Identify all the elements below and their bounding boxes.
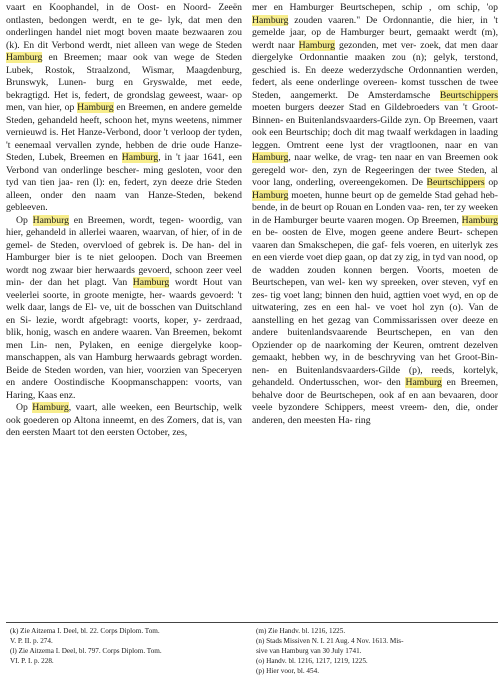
text-run: en Breemen, en andere gemelde Steden, gehandeld heeft, schoon het, myns weetens, nimmer vernieuwd is. Het Hanze-Verbond, door 't verloop der tyden, 't eenemaal vervallen zynde, hebben de drie oude Hanze-Steden, Lubek, Breemen en [6, 102, 242, 163]
footnote-divider [6, 622, 498, 623]
text-run: op [484, 177, 499, 188]
footnote-line: (n) Stads Missiven N. I. 21 Aug. 4 Nov. 1613. Mis- [256, 637, 404, 645]
paragraph [6, 402, 242, 440]
highlighted-term: Hamburg [252, 152, 289, 163]
paragraph [6, 2, 242, 215]
footnote-line: (m) Zie Handv. bl. 1216, 1225. [256, 627, 346, 635]
text-run: en Breemen, behalve door de Beurtschepen, ook af en aan bevaaren, door veele byzondere Schippers, meest vreem- den, die, onder anderen, den meesten Ha- ring [252, 377, 498, 426]
highlighted-term: Hamburg [252, 189, 289, 201]
highlighted-term: Hamburg [461, 214, 498, 226]
text-run: Op [16, 214, 33, 226]
highlighted-term: Hamburg [252, 14, 289, 26]
highlighted-term: Hamburg [405, 377, 442, 388]
footnote-line: sive van Hamburg van 30 July 1741. [256, 647, 362, 655]
text-run: , vaart, alle weeken, een Beurtschip, welk ook goederen op Altona inneemt, en des Zomers, dat is, van den eersten Maart tot den eersten October, zes, [6, 402, 243, 438]
footnotes-left [10, 626, 242, 666]
footnote-line: VI. P. I. p. 228. [10, 657, 54, 665]
footnote-line: (o) Handv. bl. 1216, 1217, 1219, 1225. [256, 657, 368, 665]
highlighted-term: Hamburg [32, 402, 69, 413]
footnote-line: (l) Zie Aitzema I. Deel, bl. 797. Corps Diplom. Tom. [10, 647, 162, 655]
text-run: en Breemen; maar ook van wege de Steden Lubek, Rostok, Straalzond, Wismar, Maagdenburg, Brunswyk, Lunen- burg en Gryswalde, met eede, bekragtigd. Het is, federt, de grondslag geweest, waar- op men, van hier, op [6, 52, 242, 113]
left-text-column [6, 2, 242, 440]
highlighted-term: Hamburg [77, 102, 114, 113]
footnote-line: V. P. II. p. 274. [10, 637, 53, 645]
footnotes-right [256, 626, 498, 676]
text-run: wordt Hout van veelerlei soorte, in groote menigte, her- waards gevoerd: 't welk daar, langs de El- ve, uit de bosschen van Duitschland en Si- lezie, wordt afgebragt: voorts, koper, y- zerdraad, blik, honig, wasch en andere waaren. Van Breemen, bekomt men Lin- nen, Pylaken, en eenige diergelyke koop- manschappen, als van Hamburg herwaards gebragt worden. Beide de Steden worden, van hier, voorzien van Speceryen en andere Oostindische Koopmanschappen: voorts, van Haring, Kaas enz. [6, 277, 242, 401]
text-run: moeten burgers deezer Stad en Gildebroeders van 't Groot-Binnen- en Buitenlandsvaarders-Gilde zyn. Op Breemen, vaart ook een Beurtschip; doch dit mag twaalf werkdagen in laading leggen. Omtrent eene lyst der vragtloonen, naar en van [252, 102, 498, 151]
highlighted-term: Hamburg [6, 52, 43, 63]
highlighted-term: Beurtschippers [439, 89, 498, 101]
footnote-line: (p) Hier voor, bl. 454. [256, 667, 319, 675]
highlighted-term: Hamburg [298, 39, 336, 51]
text-run: , naar welke, de vrag- ten naar en van Breemen ook geregeld wor- den, zyn de Regeeringen der twee Steden, al voor lang, onderling, overeengekomen. De [252, 152, 498, 188]
text-run: en Breemen, wordt, tegen- woordig, van hier, gehandeld in allerlei waaren, waarvan, of hier, of in de gemel- de Steden, overvloed of gebrek is. De han- del in Hamburger bier is te niet geloopen. Doch van Breemen wordt nog zwaar bier herwaards gevoerd, schoon zeer veel min- der dan het plagt. Van [6, 214, 242, 288]
highlighted-term: Beurtschippers [426, 177, 485, 188]
text-run: vaart en Koophandel, in de Oost- en Noord- Zeeën ontlasten, bedongen werdt, en te ge- lyk, dat men den onderlingen handel niet mogt boven maate bezwaaren zou (k). En dit Verbond werdt, niet alleen van wege de Steden [6, 2, 242, 51]
right-text-column [252, 2, 498, 427]
text-run: , in 't jaar 1641, een Verbond van onderlinge bescher- ming gesloten, voor den tyd van tien jaa- ren (l): en, federt, zyn deeze drie Steden alleen, onder den naam van Hanze-Steden, bekend gebleeven. [6, 152, 242, 213]
highlighted-term: Hamburg [121, 152, 159, 163]
text-run: moeten, hunne beurt op de gemelde Stad gehad heb- bende, in de beurt op Rouan en Londen vaa- ren, ter zy weeken in de Hamburger beurte vaaren mogen. Op Breemen, [252, 189, 498, 226]
text-run: en be- oosten de Elve, mogen geene andere Beurt- schepen vaaren dan Smakschepen, die gaf- fels voeren, en uiterlyk zes en een vierde voet diep gaan, op dat zy zig, in tyd van nood, op de wadden zouden konnen bergen. Voorts, moeten de Beurtschepen, van wel- ken wy spreeken, over steven, vyf en zes- tig voet lang; binnen den huid, agttien voet wyd, en op de uitwatering, zes en een hal- ve voet hol zyn (o). Van de aanstelling en het gezag van Commissarissen over deeze en andere buitenlandsvaarende Beurtschepen, en van den Opziender op de naarkoming der Keuren, omtrent dezelven gemaakt, hebben wy, in de beschryving van het Groot-Bin- nen- en Buitenlandsvaarders-Gilde (p), reeds, kortelyk, gehandeld. Ondertusschen, wor- den [252, 227, 498, 388]
text-run: mer en Hamburger Beurtschepen, schip , om schip, 'op [252, 2, 498, 13]
footnote-line: (k) Zie Aitzema I. Deel, bl. 22. Corps Diplom. Tom. [10, 627, 160, 635]
highlighted-term: Hamburg [132, 277, 170, 288]
paragraph [6, 215, 242, 403]
highlighted-term: Hamburg [32, 214, 70, 226]
text-run: gezonden, met ver- zoek, dat men daar diergelyke Ordonnantie maaken zou (n); gelyk, terstond, geschied is. En deeze wederzydsche Ordonnantien werden, federt, als eene onderlinge overeen- komst tusschen de twee Steden, aangemerkt. De Amsterdamsche [252, 39, 498, 101]
text-run: zouden vaaren." De Ordonnantie, die hier, in 't gemelde jaar, op de Hamburger beurt, gemaakt werdt (m), werdt naar [252, 14, 498, 51]
paragraph [252, 2, 498, 427]
text-run: Op [16, 402, 33, 413]
